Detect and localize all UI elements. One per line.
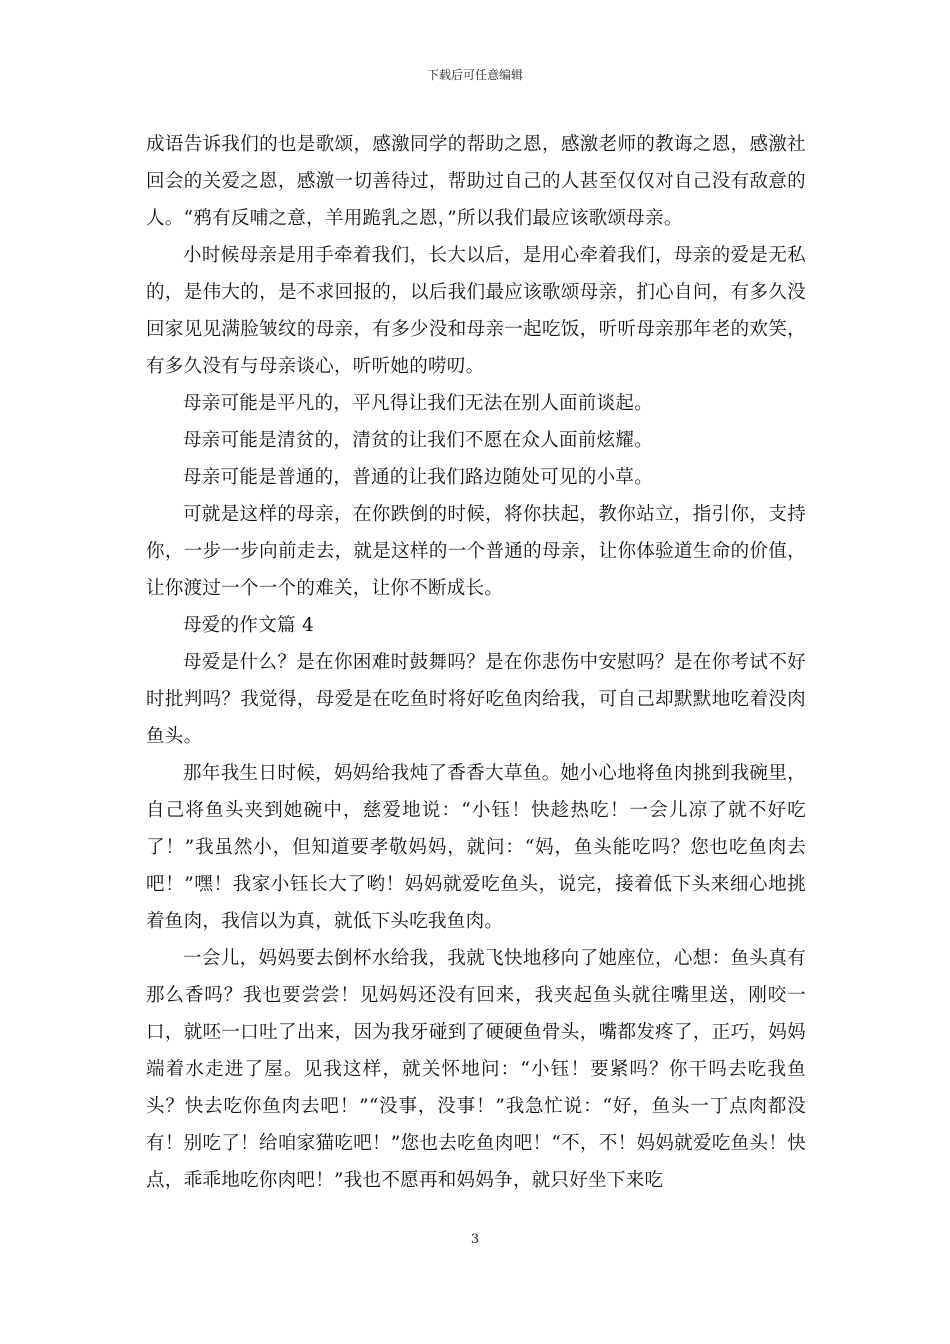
paragraph: 母爱是什么？是在你困难时鼓舞吗？是在你悲伤中安慰吗？是在你考试不好时批判吗？我觉得，母爱是在吃鱼时将好吃鱼肉给我，可自己却默默地吃着没肉鱼头。 — [146, 652, 806, 747]
page-header: 下载后可任意编辑 — [426, 68, 523, 82]
paragraph: 母亲可能是平凡的，平凡得让我们无法在别人面前谈起。 — [183, 393, 654, 414]
paragraph: 可就是这样的母亲，在你跌倒的时候，将你扶起，教你站立，指引你，支持你，一步一步向前走去，就是这样的一个普通的母亲，让你体验道生命的价值，让你渡过一个一个的难关，让你不断成长。 — [146, 504, 806, 599]
paragraph: 那年我生日时候，妈妈给我炖了香香大草鱼。她小心地将鱼肉挑到我碗里，自己将鱼头夹到她碗中，慈爱地说：“小钰！快趁热吃！一会儿凉了就不好吃了！”我虽然小，但知道要孝敬妈妈，就问：“妈，鱼头能吃吗？您也吃鱼肉去吧！”嘿！我家小钰长大了哟！妈妈就爱吃鱼头，说完，接着低下头来细心地挑着鱼肉，我信以为真，就低下头吃我鱼肉。 — [146, 763, 806, 932]
section-heading: 母爱的作文篇 4 — [183, 615, 315, 636]
paragraph: 母亲可能是清贫的，清贫的让我们不愿在众人面前炫耀。 — [183, 430, 654, 451]
page-number: 3 — [470, 1232, 480, 1247]
paragraph: 一会儿，妈妈要去倒杯水给我，我就飞快地移向了她座位，心想：鱼头真有那么香吗？我也要尝尝！见妈妈还没有回来，我夹起鱼头就往嘴里送，刚咬一口，就呸一口吐了出来，因为我牙碰到了硬硬鱼骨头，嘴都发疼了，正巧，妈妈端着水走进了屋。见我这样，就关怀地问：“小钰！要紧吗？你干吗去吃我鱼头？快去吃你鱼肉去吧！”“没事，没事！”我急忙说：“好，鱼头一丁点肉都没有！别吃了！给咱家猫吃吧！”您也去吃鱼肉吧！“不，不！妈妈就爱吃鱼头！快点，乖乖地吃你肉吧！”我也不愿再和妈妈争，就只好坐下来吃 — [146, 948, 806, 1191]
document-body — [146, 126, 806, 1199]
paragraph: 小时候母亲是用手牵着我们，长大以后，是用心牵着我们，母亲的爱是无私的，是伟大的，是不求回报的，以后我们最应该歌颂母亲，扪心自问，有多久没回家见见满脸皱纹的母亲，有多少没和母亲一起吃饭，听听母亲那年老的欢笑，有多久没有与母亲谈心，听听她的唠叨。 — [146, 245, 806, 377]
paragraph: 成语告诉我们的也是歌颂，感激同学的帮助之恩，感激老师的教诲之恩，感激社回会的关爱之恩，感激一切善待过，帮助过自己的人甚至仅仅对自己没有敌意的人。“鸦有反哺之意，羊用跪乳之恩，”所以我们最应该歌颂母亲。 — [146, 134, 806, 229]
paragraph: 母亲可能是普通的，普通的让我们路边随处可见的小草。 — [183, 467, 654, 488]
